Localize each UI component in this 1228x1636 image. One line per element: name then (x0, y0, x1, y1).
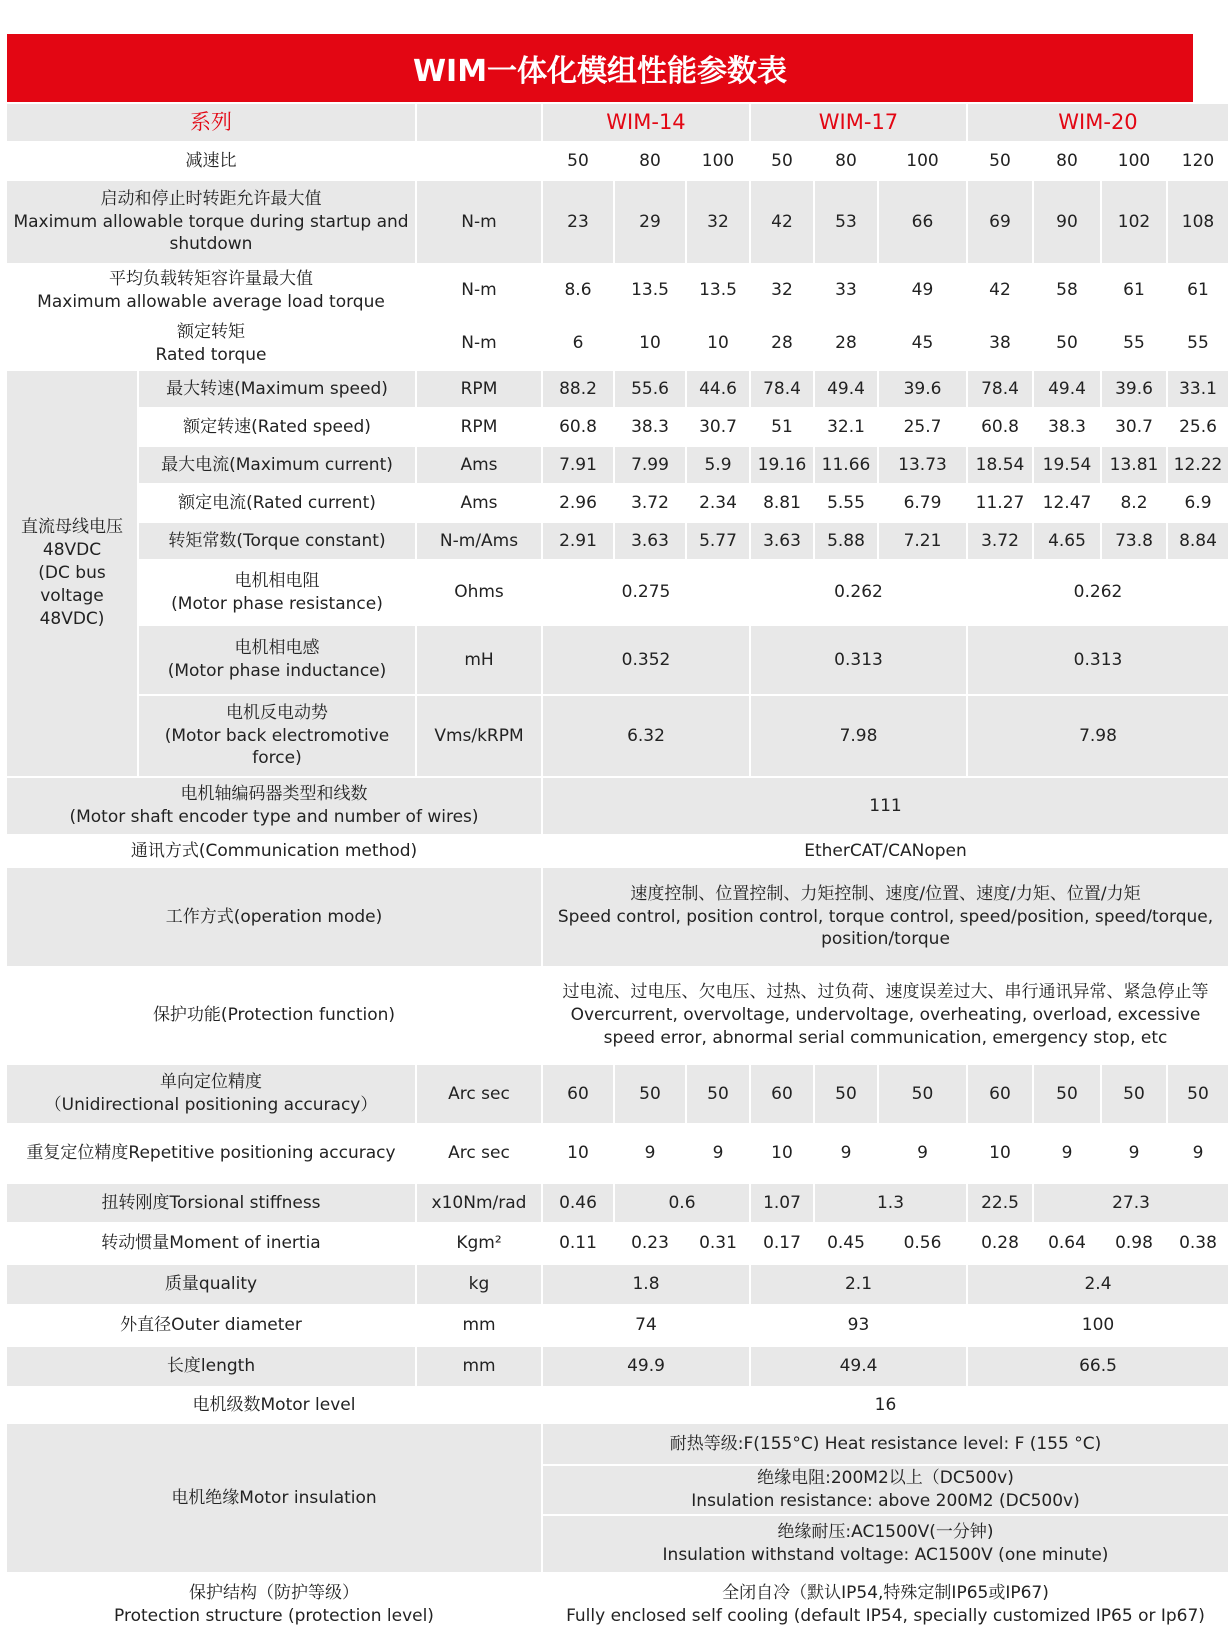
value-cell: 速度控制、位置控制、力矩控制、速度/位置、速度/力矩、位置/力矩 Speed control, position control, torque control, speed/position, speed/torque, position/torque (543, 868, 1228, 966)
ratio-value: 50 (751, 143, 813, 179)
row-label: 外直径Outer diameter (7, 1306, 415, 1345)
value-cell: 50 (1034, 318, 1100, 369)
row-label: 扭转刚度Torsional stiffness (7, 1184, 415, 1222)
value-cell: 13.5 (687, 265, 749, 316)
value-cell: 49.4 (815, 371, 877, 407)
ratio-value: 100 (687, 143, 749, 179)
value-cell: 38.3 (1034, 409, 1100, 445)
value-cell: 0.17 (751, 1224, 813, 1263)
value-cell: 7.98 (751, 696, 966, 776)
value-cell: 29 (615, 181, 685, 263)
value-cell: 55 (1102, 318, 1166, 369)
value-cell: 42 (751, 181, 813, 263)
value-cell: 73.8 (1102, 523, 1166, 559)
value-cell: 5.77 (687, 523, 749, 559)
value-cell: 1.8 (543, 1265, 749, 1304)
value-cell: 0.262 (968, 561, 1228, 624)
value-cell: 66.5 (968, 1347, 1228, 1386)
value-cell: 8.6 (543, 265, 613, 316)
ratio-value: 50 (968, 143, 1032, 179)
unit-cell: N-m (417, 318, 541, 369)
value-cell: 0.38 (1168, 1224, 1228, 1263)
value-cell: 33 (815, 265, 877, 316)
row-label: 质量quality (7, 1265, 415, 1304)
unit-cell: Arc sec (417, 1065, 541, 1123)
value-cell: 9 (879, 1125, 966, 1182)
row-label: 平均负载转矩容许量最大值 Maximum allowable average load torque (7, 265, 415, 316)
value-cell: 49.9 (543, 1347, 749, 1386)
row-label: 额定转矩 Rated torque (7, 318, 415, 369)
value-cell: 2.91 (543, 523, 613, 559)
value-cell: 11.66 (815, 447, 877, 483)
value-cell: 10 (968, 1125, 1032, 1182)
value-cell: 60.8 (968, 409, 1032, 445)
value-cell: 38 (968, 318, 1032, 369)
value-cell: 27.3 (1034, 1184, 1228, 1222)
value-cell: 2.34 (687, 485, 749, 521)
row-label: 电机反电动势 (Motor back electromotive force) (139, 696, 415, 776)
value-cell: 9 (1102, 1125, 1166, 1182)
value-cell: 30.7 (1102, 409, 1166, 445)
value-cell: 7.21 (879, 523, 966, 559)
value-cell: 50 (615, 1065, 685, 1123)
value-cell: 44.6 (687, 371, 749, 407)
value-cell: 10 (751, 1125, 813, 1182)
value-cell: 3.63 (751, 523, 813, 559)
value-cell: 0.23 (615, 1224, 685, 1263)
row-label: 电机相电阻 (Motor phase resistance) (139, 561, 415, 624)
value-cell: 2.96 (543, 485, 613, 521)
value-cell: 49.4 (1034, 371, 1100, 407)
value-cell: 绝缘电阻:200M2以上（DC500v) Insulation resistance: above 200M2 (DC500v) (543, 1466, 1228, 1514)
value-cell: 74 (543, 1306, 749, 1345)
series-label: 系列 (7, 104, 415, 141)
value-cell: 9 (1034, 1125, 1100, 1182)
series-header: WIM-17 (751, 104, 966, 141)
unit-cell: mm (417, 1306, 541, 1345)
value-cell: 51 (751, 409, 813, 445)
value-cell: 58 (1034, 265, 1100, 316)
value-cell: 25.6 (1168, 409, 1228, 445)
value-cell: 13.73 (879, 447, 966, 483)
value-cell: 69 (968, 181, 1032, 263)
value-cell: 绝缘耐压:AC1500V(一分钟) Insulation withstand voltage: AC1500V (one minute) (543, 1516, 1228, 1572)
dc-group-label: 直流母线电压 48VDC (DC bus voltage 48VDC) (7, 371, 137, 776)
value-cell: 4.65 (1034, 523, 1100, 559)
value-cell: 6 (543, 318, 613, 369)
value-cell: 7.91 (543, 447, 613, 483)
value-cell: 8.84 (1168, 523, 1228, 559)
value-cell: 100 (968, 1306, 1228, 1345)
value-cell: 33.1 (1168, 371, 1228, 407)
value-cell: 9 (615, 1125, 685, 1182)
row-label: 转动惯量Moment of inertia (7, 1224, 415, 1263)
value-cell: 90 (1034, 181, 1100, 263)
value-cell: 耐热等级:F(155°C) Heat resistance level: F (155 °C) (543, 1424, 1228, 1464)
value-cell: 0.313 (751, 626, 966, 694)
value-cell: 45 (879, 318, 966, 369)
value-cell: 32 (687, 181, 749, 263)
ratio-value: 80 (615, 143, 685, 179)
value-cell: 22.5 (968, 1184, 1032, 1222)
value-cell: 0.275 (543, 561, 749, 624)
value-cell: 8.81 (751, 485, 813, 521)
value-cell: 9 (1168, 1125, 1228, 1182)
value-cell: 0.64 (1034, 1224, 1100, 1263)
value-cell: 60 (968, 1065, 1032, 1123)
value-cell: 108 (1168, 181, 1228, 263)
value-cell: 39.6 (879, 371, 966, 407)
unit-cell: kg (417, 1265, 541, 1304)
value-cell: EtherCAT/CANopen (543, 836, 1228, 866)
value-cell: 53 (815, 181, 877, 263)
value-cell: 3.72 (615, 485, 685, 521)
value-cell: 16 (543, 1388, 1228, 1422)
unit-cell: N-m/Ams (417, 523, 541, 559)
value-cell: 10 (687, 318, 749, 369)
row-label: 启动和停止时转距允许最大值 Maximum allowable torque during startup and shutdown (7, 181, 415, 263)
row-label: 电机级数Motor level (7, 1388, 541, 1422)
value-cell: 93 (751, 1306, 966, 1345)
value-cell: 19.54 (1034, 447, 1100, 483)
value-cell: 32.1 (815, 409, 877, 445)
unit-cell: mm (417, 1347, 541, 1386)
row-label: 电机轴编码器类型和线数 (Motor shaft encoder type and number of wires) (7, 778, 541, 834)
unit-cell: Ams (417, 447, 541, 483)
value-cell: 0.313 (968, 626, 1228, 694)
blank-cell (417, 143, 541, 179)
unit-cell: x10Nm/rad (417, 1184, 541, 1222)
value-cell: 过电流、过电压、欠电压、过热、过负荷、速度误差过大、串行通讯异常、紧急停止等 Overcurrent, overvoltage, undervoltage, overheating, overload, excessive speed error, abnormal serial communication, emergency stop, etc (543, 968, 1228, 1063)
value-cell: 50 (879, 1065, 966, 1123)
value-cell: 55.6 (615, 371, 685, 407)
value-cell: 39.6 (1102, 371, 1166, 407)
value-cell: 49 (879, 265, 966, 316)
value-cell: 28 (815, 318, 877, 369)
value-cell: 66 (879, 181, 966, 263)
value-cell: 60.8 (543, 409, 613, 445)
row-label: 工作方式(operation mode) (7, 868, 541, 966)
value-cell: 11.27 (968, 485, 1032, 521)
value-cell: 61 (1102, 265, 1166, 316)
unit-cell: Ohms (417, 561, 541, 624)
value-cell: 0.45 (815, 1224, 877, 1263)
row-label: 重复定位精度Repetitive positioning accuracy (7, 1125, 415, 1182)
row-label: 减速比 (7, 143, 415, 179)
value-cell: 0.31 (687, 1224, 749, 1263)
value-cell: 50 (815, 1065, 877, 1123)
value-cell: 50 (1168, 1065, 1228, 1123)
value-cell: 1.3 (815, 1184, 966, 1222)
value-cell: 60 (543, 1065, 613, 1123)
value-cell: 50 (1102, 1065, 1166, 1123)
row-label: 转矩常数(Torque constant) (139, 523, 415, 559)
row-label: 额定电流(Rated current) (139, 485, 415, 521)
value-cell: 28 (751, 318, 813, 369)
value-cell: 50 (687, 1065, 749, 1123)
value-cell: 60 (751, 1065, 813, 1123)
value-cell: 3.72 (968, 523, 1032, 559)
value-cell: 3.63 (615, 523, 685, 559)
value-cell: 111 (543, 778, 1228, 834)
value-cell: 9 (687, 1125, 749, 1182)
value-cell: 7.99 (615, 447, 685, 483)
value-cell: 10 (615, 318, 685, 369)
row-label: 通讯方式(Communication method) (7, 836, 541, 866)
value-cell: 0.6 (615, 1184, 749, 1222)
page-title: WIM一体化模组性能参数表 (7, 34, 1193, 102)
value-cell: 6.79 (879, 485, 966, 521)
value-cell: 5.9 (687, 447, 749, 483)
value-cell: 50 (1034, 1065, 1100, 1123)
value-cell: 30.7 (687, 409, 749, 445)
value-cell: 全闭自冷（默认IP54,特殊定制IP65或IP67) Fully enclosed self cooling (default IP54, specially customized IP65 or Ip67) (543, 1574, 1228, 1636)
row-label: 保护功能(Protection function) (7, 968, 541, 1063)
value-cell: 13.81 (1102, 447, 1166, 483)
value-cell: 5.88 (815, 523, 877, 559)
unit-cell: Arc sec (417, 1125, 541, 1182)
value-cell: 2.4 (968, 1265, 1228, 1304)
value-cell: 12.47 (1034, 485, 1100, 521)
row-label: 最大电流(Maximum current) (139, 447, 415, 483)
value-cell: 9 (815, 1125, 877, 1182)
value-cell: 25.7 (879, 409, 966, 445)
unit-cell: mH (417, 626, 541, 694)
row-label: 单向定位精度 （Unidirectional positioning accuracy） (7, 1065, 415, 1123)
value-cell: 102 (1102, 181, 1166, 263)
value-cell: 23 (543, 181, 613, 263)
value-cell: 2.1 (751, 1265, 966, 1304)
value-cell: 5.55 (815, 485, 877, 521)
ratio-value: 80 (815, 143, 877, 179)
value-cell: 32 (751, 265, 813, 316)
blank-cell (417, 104, 541, 141)
row-label: 保护结构（防护等级） Protection structure (protection level) (7, 1574, 541, 1636)
unit-cell: RPM (417, 371, 541, 407)
ratio-value: 120 (1168, 143, 1228, 179)
value-cell: 78.4 (968, 371, 1032, 407)
ratio-value: 80 (1034, 143, 1100, 179)
value-cell: 42 (968, 265, 1032, 316)
unit-cell: Kgm² (417, 1224, 541, 1263)
value-cell: 10 (543, 1125, 613, 1182)
value-cell: 8.2 (1102, 485, 1166, 521)
value-cell: 0.28 (968, 1224, 1032, 1263)
unit-cell: N-m (417, 265, 541, 316)
value-cell: 61 (1168, 265, 1228, 316)
unit-cell: Ams (417, 485, 541, 521)
value-cell: 49.4 (751, 1347, 966, 1386)
row-label: 电机绝缘Motor insulation (7, 1424, 541, 1572)
spec-table (7, 104, 1223, 1636)
row-label: 电机相电感 (Motor phase inductance) (139, 626, 415, 694)
value-cell: 1.07 (751, 1184, 813, 1222)
ratio-value: 100 (1102, 143, 1166, 179)
value-cell: 12.22 (1168, 447, 1228, 483)
row-label: 最大转速(Maximum speed) (139, 371, 415, 407)
value-cell: 6.9 (1168, 485, 1228, 521)
ratio-value: 50 (543, 143, 613, 179)
value-cell: 7.98 (968, 696, 1228, 776)
ratio-value: 100 (879, 143, 966, 179)
unit-cell: N-m (417, 181, 541, 263)
value-cell: 55 (1168, 318, 1228, 369)
value-cell: 18.54 (968, 447, 1032, 483)
value-cell: 88.2 (543, 371, 613, 407)
value-cell: 0.262 (751, 561, 966, 624)
value-cell: 0.46 (543, 1184, 613, 1222)
value-cell: 0.352 (543, 626, 749, 694)
value-cell: 0.11 (543, 1224, 613, 1263)
series-header: WIM-14 (543, 104, 749, 141)
value-cell: 0.98 (1102, 1224, 1166, 1263)
series-header: WIM-20 (968, 104, 1228, 141)
value-cell: 6.32 (543, 696, 749, 776)
value-cell: 78.4 (751, 371, 813, 407)
unit-cell: RPM (417, 409, 541, 445)
value-cell: 38.3 (615, 409, 685, 445)
row-label: 长度length (7, 1347, 415, 1386)
value-cell: 13.5 (615, 265, 685, 316)
unit-cell: Vms/kRPM (417, 696, 541, 776)
value-cell: 19.16 (751, 447, 813, 483)
value-cell: 0.56 (879, 1224, 966, 1263)
row-label: 额定转速(Rated speed) (139, 409, 415, 445)
